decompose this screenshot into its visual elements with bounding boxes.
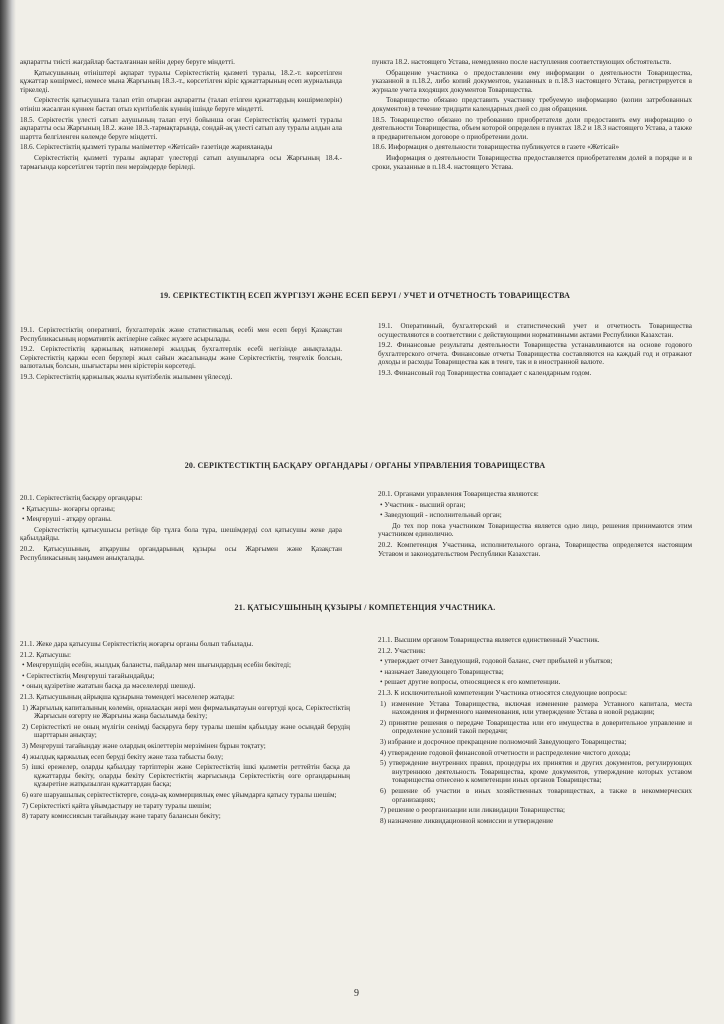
- paragraph: • Меңгерушідің есебін, жылдық балансты, пайдалар мен шығындардың есебін бекітеді;: [22, 661, 292, 670]
- paragraph: 21.1. Жеке дара қатысушы Серіктестіктің жоғарғы органы болып табылады.: [20, 640, 254, 648]
- paragraph: 20.1. Органами управления Товарищества являются:: [378, 490, 539, 498]
- paragraph: 18.5. Товарищество обязано по требованию приобретателя доли предоставить ему информацию о деятельности Товарищества, объем которой определен в пунктах 18.2 и 18.3 настоящего Устава, а также в предварительном договоре о приобретении доли.: [372, 115, 692, 141]
- paragraph: 5) ішкі ережелер, оларды қабылдау тәртіптерін және Серіктестіктің ішкі қызметін реттейтін басқа да құжаттарды бекіту, оларды бекіту Серіктестіктің жарғысында Серіктестіктің өзге органдарының құзыретіне жатқызылған құжаттардан басқа;: [22, 763, 350, 789]
- paragraph: 21.1. Высшим органом Товарищества является единственный Участник.: [378, 636, 600, 644]
- paragraph: Серіктестіктің қызметі туралы ақпарат үлестерді сатып алушыларға осы Жарғының 18.4.-тармағында көрсетілген тәртіп пен мерзімдерде беріледі.: [20, 153, 342, 171]
- paragraph: 21.2. Участник:: [378, 646, 426, 655]
- section-20-right: [378, 490, 692, 560]
- page-number: 9: [354, 988, 359, 999]
- paragraph: 8) назначение ликвидационной комиссии и утверждение: [380, 816, 554, 825]
- paragraph: 7) решение о реорганизации или ликвидации Товарищества;: [380, 806, 566, 815]
- top-right-column: [372, 58, 692, 173]
- section-19-right: [378, 322, 692, 380]
- paragraph: 8) тарату комиссиясын тағайындау және тарату балансын бекіту;: [22, 812, 221, 821]
- paragraph: Товарищество обязано представить участнику требуемую информацию (копии затребованных документов) в течение тридцати календарных дней со дня обращения.: [372, 96, 692, 113]
- paragraph: 1) изменение Устава Товарищества, включая изменение размера Уставного капитала, места нахождения и фирменного наименования, или утверждение Устава в новой редакции;: [380, 699, 692, 717]
- paragraph: 21.2. Қатысушы:: [20, 650, 71, 659]
- paragraph: 19.1. Оперативный, бухгалтерский и статистический учет и отчетность Товарищества осуществляются в соответствии с действующими нормативными актами Республики Казахстан.: [378, 322, 692, 339]
- paragraph: 20.2. Компетенция Участника, исполнительного органа, Товарищества определяется настоящим Уставом и законодательством Республики Казахстан.: [378, 540, 692, 558]
- paragraph: 4) жылдық қаржылық есеп беруді бекіту және таза табысты бөлу;: [22, 752, 224, 761]
- paragraph: 18.6. Серіктестіктің қызметі туралы мәліметтер «Жетісай» газетінде жарияланады: [20, 143, 273, 152]
- paragraph: • решает другие вопросы, относящиеся к его компетенции.: [380, 678, 561, 687]
- section-19-heading: 19. СЕРІКТЕСТІКТІҢ ЕСЕП ЖҮРГІЗУІ ЖӘНЕ ЕСЕП БЕРУІ / УЧЕТ И ОТЧЕТНОСТЬ ТОВАРИЩЕСТВА: [159, 291, 571, 300]
- binding-shadow: [0, 0, 16, 1024]
- paragraph: 1) Жарғылық капиталының көлемін, орналасқан жері мен фирмалықатауын өзгертуді қоса, Серіктестіктің Жарғысын өзгерту не Жарғыны жаңа басылымда бекіту;: [22, 703, 350, 721]
- paragraph: 18.6. Информация о деятельности товарищества публикуется в газете «Жетісай»: [372, 143, 620, 152]
- paragraph: 7) Серіктестікті қайта ұйымдастыру не тарату туралы шешім;: [22, 801, 212, 810]
- paragraph: Информация о деятельности Товарищества предоставляется приобретателям долей в порядке и в сроки, указанные в п.18.4. настоящего Устава.: [372, 153, 692, 171]
- section-19-left: [20, 326, 342, 384]
- paragraph: 21.3. К исключительной компетенции Участника относятся следующие вопросы:: [378, 688, 627, 697]
- paragraph: Серіктестіктің қатысушысы ретінде бір тұлға бола тұра, шешімдерді сол қатысушы жеке дара қабылдайды.: [20, 525, 342, 543]
- paragraph: • Участник - высший орган;: [380, 500, 466, 509]
- paragraph: 2) принятие решения о передаче Товарищества или его имущества в доверительное управление и определение условий такой передачи;: [380, 718, 692, 736]
- paragraph: • назначает Заведующего Товарищества;: [380, 667, 504, 676]
- paragraph: • Қатысушы- жоғарғы органы;: [22, 504, 116, 513]
- section-21-right: [378, 636, 692, 827]
- paragraph: 2) Серіктестікті не оның мүлігін сенімді басқаруға беру туралы шешім қабылдау және осындай берудің шарттарын анықтау;: [22, 722, 350, 740]
- paragraph: 5) утверждение внутренних правил, процедуры их принятия и других документов, регулирующих внутреннюю деятельность Товарищества, кроме документов, утверждение которых уставом товарищества отнесено к компетенции иных органов Товарищества;: [380, 759, 692, 785]
- paragraph: 21.3. Қатысушының айрықша құзырына төмендегі мәселелер жатады:: [20, 692, 235, 701]
- section-21-heading: 21. ҚАТЫСУШЫНЫҢ ҚҰЗЫРЫ / КОМПЕТЕНЦИЯ УЧАСТНИКА.: [234, 603, 496, 612]
- paragraph: • Меңгеруші - атқару органы.: [22, 515, 112, 524]
- paragraph: • оның құзіретіне жататын басқа да мәселелерді шешеді.: [22, 682, 196, 691]
- paragraph: 20.1. Серіктестіктің басқару органдары:: [20, 494, 143, 502]
- paragraph: • Заведующий - исполнительный орган;: [380, 511, 502, 520]
- paragraph: • Серіктестіктің Меңгеруші тағайындайды;: [22, 671, 155, 680]
- paragraph: 19.2. Финансовые результаты деятельности Товарищества устанавливаются на основе годового бухгалтерского отчета. Финансовые отчеты Товарищества составляются на каждый год и отражают доходы и расходы Товарищества как в тенге, так и в иностранной валюте.: [378, 341, 692, 367]
- section-21-left: [20, 640, 350, 823]
- paragraph: 20.2. Қатысушының, атқарушы органдарының құзыры осы Жарғымен және Қазақстан Республикасының заңымен анықталады.: [20, 544, 342, 562]
- paragraph: Қатысушының өтініштері ақпарат туралы Серіктестіктің қызметі туралы, 18.2.-т. көрсетілген құжаттар көшірмесі, немесе мына Жарғының 18.3.-т., көрсетілген кіріс құжаттарының есеп журналында тіркеледі.: [20, 68, 342, 94]
- paragraph: 19.3. Финансовый год Товарищества совпадает с календарным годом.: [378, 368, 592, 377]
- paragraph: 19.2. Серіктестіктің қаржылық нәтижелері жылдық бухгалтерлік есебі негізінде анықталады. Серіктестіктің қаржы есеп берулері жыл сайын жасалынады және Серіктестіктің, теңгелік болсын, валюталық болсын, шығыстары мен кірістерін көрсетеді.: [20, 345, 342, 371]
- paragraph: пункта 18.2. настоящего Устава, немедленно после наступления соответствующих обстоятельств.: [372, 58, 672, 66]
- paragraph: 18.5. Серіктестік үлесті сатып алушының талап етуі бойынша оған Серіктестіктің қызметі туралы ақпаратты осы Жарғының 18.2. және 18.3.-тармақтарында, сондай-ақ үлесті сатып алу туралы алдын ала шартта белгіленген көлемде беруге міндетті.: [20, 115, 342, 141]
- paragraph: 3) Меңгеруші тағайындау және олардың өкілеттерін мерзімінен бұрын тоқтату;: [22, 741, 266, 750]
- section-20-heading: 20. СЕРІКТЕСТІКТІҢ БАСҚАРУ ОРГАНДАРЫ / ОРГАНЫ УПРАВЛЕНИЯ ТОВАРИЩЕСТВА: [184, 461, 546, 470]
- paragraph: 19.1. Серіктестіктің оперативті, бухгалтерлік және статистикалық есебі мен есеп беруі Қазақстан Республикасының нормативтік актілеріне сәйкес жүзеге асырылады.: [20, 326, 342, 343]
- paragraph: 6) өзге шаруашылық серіктестіктерге, сонда-ақ коммерциялық емес ұйымдарға қатысу туралы шешім;: [22, 790, 337, 799]
- paragraph: ақпаратты тиісті жағдайлар басталғаннан кейін дереу беруге міндетті.: [20, 58, 235, 66]
- paragraph: Серіктестік қатысушыға талап етіп отырған ақпаратты (талап етілген құжаттардың көшірмелерін) өтініш жасалған күннен бастап отыз күнтізбелік күннің ішінде беруге міндетті.: [20, 96, 342, 113]
- paragraph: Обращение участника о предоставлении ему информации о деятельности Товарищества, указанной в п.18.2, либо копий документов, указанных в п.18.3 настоящего Устава, регистрируется в журнале учета входящих документов Товарищества.: [372, 68, 692, 94]
- paragraph: До тех пор пока участником Товарищества является одно лицо, решения принимаются этим участником единолично.: [378, 521, 692, 539]
- paragraph: 6) решение об участии в иных хозяйственных товариществах, а также в некоммерческих организациях;: [380, 786, 692, 804]
- paragraph: 19.3. Серіктестіктің қаржылық жылы күнтізбелік жылымен үйлеседі.: [20, 372, 233, 381]
- paragraph: 3) избрание и досрочное прекращение полномочий Заведующего Товарищества;: [380, 737, 627, 746]
- section-20-left: [20, 494, 342, 564]
- top-left-column: [20, 58, 342, 173]
- paragraph: 4) утверждение годовой финансовой отчетности и распределение чистого дохода;: [380, 748, 631, 757]
- paragraph: • утверждает отчет Заведующий, годовой баланс, счет прибылей и убытков;: [380, 657, 613, 666]
